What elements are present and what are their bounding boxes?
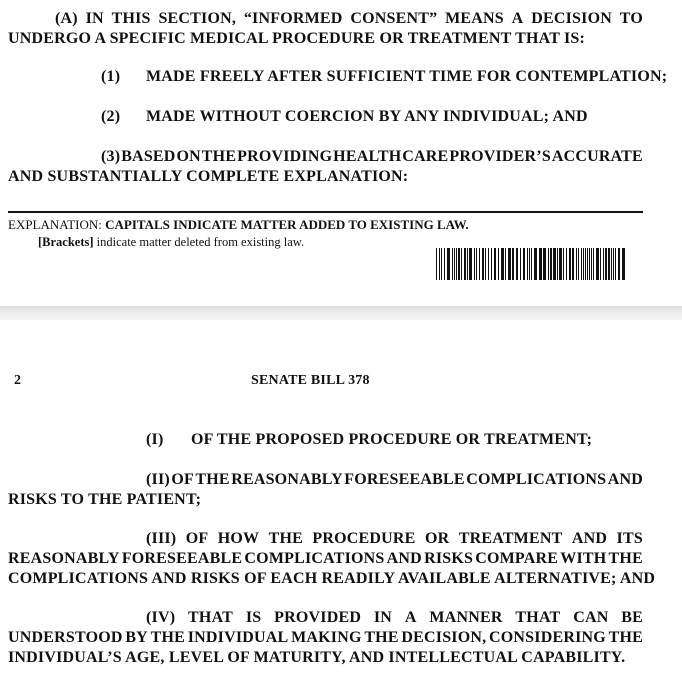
item-2-number: (2) [101, 108, 121, 125]
section-a-line-2: UNDERGO A SPECIFIC MEDICAL PROCEDURE OR TREATMENT THAT IS: [8, 30, 586, 47]
word: CONSIDERING [489, 629, 606, 646]
item-iii-line-3: COMPLICATIONS AND RISKS OF EACH READILY AVAILABLE ALTERNATIVE; AND [8, 570, 656, 587]
bill-title: SENATE BILL 378 [251, 373, 370, 388]
item-3-line-1 [101, 147, 643, 167]
word: THE [201, 148, 237, 165]
brackets-label: [Brackets] [38, 235, 94, 249]
word: A [511, 10, 524, 27]
item-2-text: MADE WITHOUT COERCION BY ANY INDIVIDUAL; AND [146, 108, 588, 125]
word: BY [125, 629, 148, 646]
word: PROVIDED [274, 609, 362, 626]
word: MEANS [445, 10, 504, 27]
page-number: 2 [14, 373, 21, 388]
word: CAN [573, 609, 609, 626]
brackets-line [38, 234, 304, 250]
word: THE [268, 530, 304, 547]
word: PROVIDER’S [449, 148, 551, 165]
item-ii-line-2: RISKS TO THE PATIENT; [8, 491, 202, 508]
word: (3) [101, 148, 121, 165]
word: UNDERSTOOD [8, 629, 123, 646]
word: OF [171, 471, 194, 488]
word: ACCURATE [551, 148, 643, 165]
page-separator [0, 306, 682, 320]
word: CARE [402, 148, 449, 165]
word: BASED [121, 148, 176, 165]
word: FORESEEABLE [344, 471, 465, 488]
word: “INFORMED [243, 10, 343, 27]
divider-rule [8, 211, 643, 213]
word: (IV) [146, 609, 176, 626]
word: CONSENT” [350, 10, 438, 27]
explanation-prefix: EXPLANATION: [8, 217, 102, 232]
word: DECISION, [401, 629, 487, 646]
word: ITS [616, 530, 643, 547]
brackets-text: indicate matter deleted from existing law. [96, 235, 305, 249]
word: THE [608, 550, 643, 567]
word: MAKING [291, 629, 362, 646]
word: FORESEEABLE [121, 550, 243, 567]
word: BE [621, 609, 643, 626]
word: THAT [188, 609, 234, 626]
word: ON [176, 148, 201, 165]
item-i-text: OF THE PROPOSED PROCEDURE OR TREATMENT; [191, 431, 593, 448]
word: THIS [111, 10, 151, 27]
word: A [404, 609, 417, 626]
word: TO [619, 10, 643, 27]
barcode-image [436, 248, 626, 280]
section-a-line-1 [55, 9, 643, 29]
word: IS [245, 609, 262, 626]
item-iii-line-1 [146, 529, 643, 549]
word: COMPLICATIONS [466, 471, 607, 488]
word: AND [571, 530, 608, 547]
word: (II) [146, 471, 170, 488]
word: AND [607, 471, 643, 488]
word: MANNER [429, 609, 503, 626]
item-ii-line-1 [146, 470, 643, 490]
word: THAT [515, 609, 561, 626]
item-i-number: (I) [146, 431, 164, 448]
word: AND [386, 550, 422, 567]
page-1 [0, 0, 682, 306]
word: WITH [560, 550, 607, 567]
word: TREATMENT [458, 530, 563, 547]
word: PROCEDURE [312, 530, 416, 547]
explanation-text: CAPITALS INDICATE MATTER ADDED TO EXISTING LAW. [105, 217, 469, 232]
word: OF [185, 530, 209, 547]
item-iii-line-2 [8, 549, 643, 569]
word: HEALTH [333, 148, 402, 165]
item-iv-line-2 [8, 628, 643, 648]
item-3-line-2: AND SUBSTANTIALLY COMPLETE EXPLANATION: [8, 168, 409, 185]
word: INDIVIDUAL [187, 629, 289, 646]
word: THE [364, 629, 399, 646]
item-iv-line-1 [146, 608, 643, 628]
word: HOW [217, 530, 260, 547]
word: THE [608, 629, 643, 646]
word: REASONABLY [231, 471, 343, 488]
item-1-text: MADE FREELY AFTER SUFFICIENT TIME FOR CONTEMPLATION; [146, 68, 668, 85]
word: OR [424, 530, 450, 547]
word: PROVIDING [237, 148, 333, 165]
word: RISKS [424, 550, 474, 567]
word: COMPLICATIONS [244, 550, 385, 567]
item-iv-line-3: INDIVIDUAL’S AGE, LEVEL OF MATURITY, AND INTELLECTUAL CAPABILITY. [8, 649, 626, 666]
word: THE [150, 629, 186, 646]
explanation-line [8, 216, 469, 234]
word: IN [85, 10, 104, 27]
word: (III) [146, 530, 177, 547]
item-1-number: (1) [101, 68, 121, 85]
word: (A) [55, 10, 78, 27]
word: COMPARE [475, 550, 559, 567]
word: SECTION, [158, 10, 237, 27]
word: REASONABLY [8, 550, 120, 567]
word: DECISION [531, 10, 612, 27]
word: THE [195, 471, 230, 488]
word: IN [373, 609, 393, 626]
